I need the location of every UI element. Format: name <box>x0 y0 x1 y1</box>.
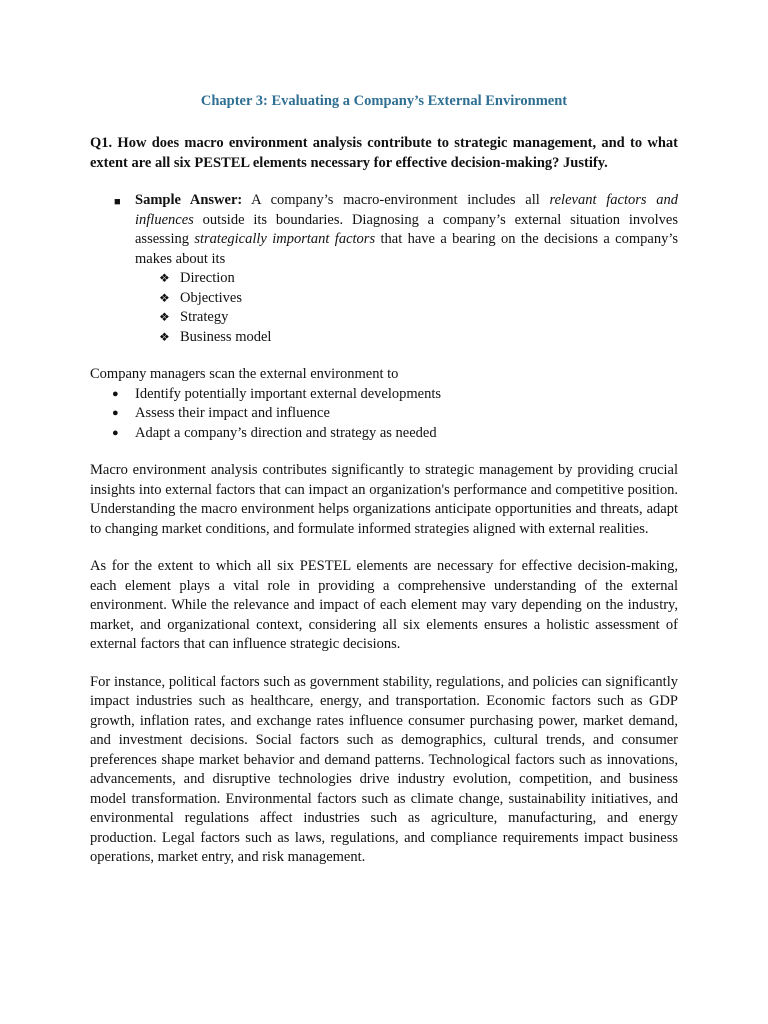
square-bullet-icon: ■ <box>114 196 121 208</box>
sample-text-3: that have a bearing on the decisions a company’s makes about its <box>135 231 678 267</box>
list-item: ❖ Objectives <box>159 289 678 309</box>
diamond-bullet-icon: ❖ <box>159 290 170 305</box>
list-item: ● Assess their impact and influence <box>112 404 678 424</box>
diamond-bullet-icon: ❖ <box>159 271 170 285</box>
sample-italic-1: relevant factors and influences <box>135 192 678 228</box>
sample-list <box>135 269 678 347</box>
list-item: ● Identify potentially important external developments <box>112 385 678 405</box>
diamond-bullet-icon: ❖ <box>159 310 170 324</box>
sample-answer <box>90 191 678 347</box>
list-item: ❖ Strategy <box>159 308 678 328</box>
list-item: ❖ Direction <box>159 269 678 289</box>
diamond-bullet-icon: ❖ <box>159 329 170 344</box>
paragraph: Macro environment analysis contributes significantly to strategic management by providing crucial insights into external factors that can impact an organization's performance and competitive position. Understanding the macro environment helps organizations anticipate opportunities and threats, adapt to changing market conditions, and formulate informed strategies aligned with external realities. <box>90 462 678 537</box>
paragraph: As for the extent to which all six PESTEL elements are necessary for effective decision-making, each element plays a vital role in providing a comprehensive understanding of the external environment. While the relevance and impact of each element may vary depending on the industry, market, and organizational context, considering all six elements ensures a holistic assessment of external factors that can influence strategic decisions. <box>90 558 678 652</box>
dot-bullet-icon: ● <box>112 387 119 400</box>
chapter-title: Chapter 3: Evaluating a Company’s External Environment <box>200 93 568 109</box>
list-item: ● Adapt a company’s direction and strategy as needed <box>112 424 678 444</box>
dot-bullet-icon: ● <box>112 407 119 419</box>
sample-italic-2: strategically important factors <box>194 231 376 247</box>
sample-text-1: A company’s macro-environment includes all <box>242 192 550 208</box>
list-item: ❖ Business model <box>159 328 678 348</box>
sample-answer-label: Sample Answer: <box>135 192 243 208</box>
sample-text-2: outside its boundaries. Diagnosing a company’s external situation involves assessing <box>135 211 678 247</box>
dot-bullet-icon: ● <box>112 426 119 439</box>
paragraph: For instance, political factors such as government stability, regulations, and policies can significantly impact industries such as healthcare, energy, and transportation. Economic factors such as GDP growth, inflation rates, and exchange rates influence consumer purchasing power, market demand, and investment decisions. Social factors such as demographics, cultural trends, and consumer preferences shape market behavior and demand patterns. Technological factors such as innovations, advancements, and disruptive technologies drive industry evolution, competition, and business model transformation. Environmental factors such as climate change, sustainability initiatives, and environmental regulations affect industries such as agriculture, manufacturing, and energy production. Legal factors such as laws, regulations, and compliance requirements impact business operations, market entry, and risk management. <box>90 673 678 865</box>
question-text: Q1. How does macro environment analysis contribute to strategic management, and to what extent are all six PESTEL elements necessary for effective decision-making? Justify. <box>90 135 678 171</box>
scan-intro: Company managers scan the external environment to <box>90 366 399 382</box>
scan-list <box>90 385 678 444</box>
